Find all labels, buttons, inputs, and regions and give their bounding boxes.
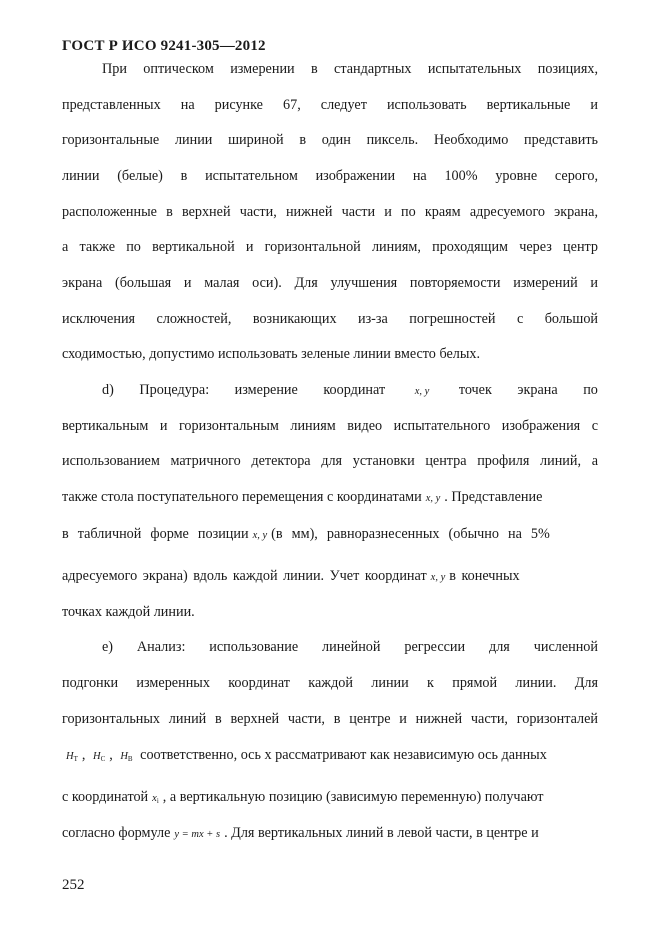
math-h-center: $H_C$ [92,751,106,763]
text-line: горизонтальные линии шириной в один пиксель. Необходимо представить [62,132,598,148]
text-line: подгонки измеренных координат каждой линии к прямой линии. Для [62,675,598,691]
word: по [583,382,598,398]
math-h-bottom: $H_B$ [120,751,133,763]
word: использование [209,639,299,655]
text-line: расположенные в верхней части, нижней части и по краям адресуемого экрана, [62,204,598,220]
text-line: экрана (большая и малая оси). Для улучшения повторяемости измерений и [62,275,598,291]
text-line: в табличной форме позиции x, y (в мм), равноразнесенных (обычно на 5% [62,526,550,542]
text-line: линии (белые) в испытательном изображении на 100% уровне серого, [62,168,598,184]
math-h-top: $H_T$ [66,751,78,763]
text-line: вертикальным и горизонтальным линиям видео испытательного изображения с [62,418,598,434]
document-header: ГОСТ Р ИСО 9241-305—2012 [62,38,266,54]
text-line: согласно формуле y = mx + s . Для вертикальных линий в левой части, в центре и [62,825,539,841]
math-xy: x, y [430,572,446,583]
text-line: сходимостью, допустимо использовать зеленые линии вместо белых. [62,346,481,362]
word: Анализ: [136,639,186,655]
item-marker: d) [102,382,114,398]
text-line: При оптическом измерении в стандартных испытательных позициях, [102,61,598,77]
word: численной [533,639,598,655]
word: для [489,639,510,655]
item-marker: e) [102,639,114,655]
math-xy: x, y [414,386,430,397]
text-line: использованием матричного детектора для установки центра профиля линий, а [62,453,598,469]
text-line: $H_T$ , $H_C$ , $H_B$ соответственно, ось х рассматривают как независимую ось данных [62,746,598,768]
page-number: 252 [62,877,85,893]
word: измерение [234,382,298,398]
text-line: а также по вертикальной и горизонтальной линиям, проходящим через центр [62,239,598,255]
math-xy: x, y [425,493,441,504]
word: Процедура: [139,382,210,398]
text-line: исключения сложностей, возникающих из-за погрешностей с большой [62,311,598,327]
text-line: горизонтальных линий в верхней части, в центре и нижней части, горизонталей [62,711,598,727]
word: координат [323,382,386,398]
math-formula: y = mx + s [174,829,221,840]
text-line: с координатой $x_i$ , а вертикальную позицию (зависимую переменную) получают [62,789,544,805]
word: регрессии [404,639,466,655]
word: линейной [322,639,381,655]
text-line: точках каждой линии. [62,604,195,620]
math-xy: x, y [252,530,268,541]
math-xi: $x_i$ [152,793,159,805]
text-line: представленных на рисунке 67, следует использовать вертикальные и [62,97,598,113]
analysis-line [102,638,598,656]
word: точек [458,382,492,398]
procedure-line [102,381,598,401]
word: экрана [517,382,558,398]
text-line: также стола поступательного перемещения с координатами x, y . Представление [62,489,543,505]
text-line: адресуемого экрана) вдоль каждой линии. Учет координат x, y в конечных [62,568,520,584]
